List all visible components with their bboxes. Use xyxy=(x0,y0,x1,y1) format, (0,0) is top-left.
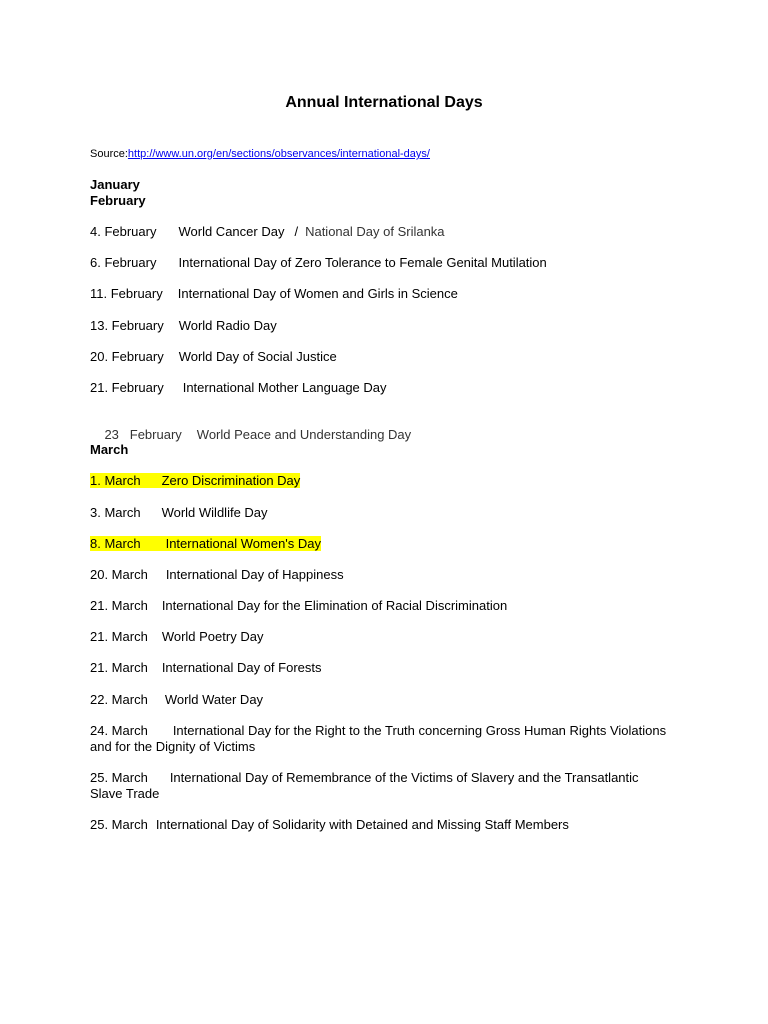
list-item xyxy=(90,660,322,676)
entry-text: World Day of Social Justice xyxy=(178,349,337,364)
list-item xyxy=(90,255,547,271)
list-item xyxy=(90,411,411,459)
entry-text: International Day of Zero Tolerance to Female Genital Mutilation xyxy=(178,255,547,270)
list-item xyxy=(90,723,690,755)
entry-text: International Day for the Right to the Truth concerning Gross Human Rights Violations and for the Dignity of Victims xyxy=(90,723,667,754)
entry-date: 20. February xyxy=(90,349,164,364)
list-item xyxy=(90,770,660,802)
list-item xyxy=(90,349,337,365)
entry-text: International Day for the Elimination of Racial Discrimination xyxy=(161,598,508,613)
entry-text: International Women's Day xyxy=(165,536,322,551)
entry-date: 24. March xyxy=(90,723,148,738)
entry-date: 3. March xyxy=(90,505,141,520)
entry-text: World Poetry Day xyxy=(161,629,264,644)
entry-date: 8. March xyxy=(90,536,141,551)
entry-date: 22. March xyxy=(90,692,148,707)
highlighted-entry xyxy=(90,473,300,488)
source-label: Source: xyxy=(90,148,128,160)
entry-extra-text: National Day of Srilanka xyxy=(305,224,445,239)
source-line xyxy=(90,148,430,160)
entry-date: 21. March xyxy=(90,660,148,675)
entry-text: International Mother Language Day xyxy=(182,380,387,395)
list-item xyxy=(90,567,344,583)
entry-date: 21. March xyxy=(90,598,148,613)
entry-text: World Radio Day xyxy=(178,318,277,333)
page-title: Annual International Days xyxy=(285,94,483,111)
list-item xyxy=(90,224,445,240)
entry-date: 21. February xyxy=(90,380,164,395)
entry-date: 25. March xyxy=(90,817,148,832)
list-item xyxy=(90,598,507,614)
highlighted-entry xyxy=(90,536,321,551)
month-heading-january: January xyxy=(90,177,140,192)
entry-date: 11. February xyxy=(90,286,163,301)
entry-date: 20. March xyxy=(90,567,148,582)
entry-text: International Day of Solidarity with Detained and Missing Staff Members xyxy=(155,817,569,832)
source-link[interactable]: http://www.un.org/en/sections/observances/international-days/ xyxy=(127,148,430,160)
list-item xyxy=(90,286,458,302)
entry-text: International Day of Women and Girls in Science xyxy=(177,286,458,301)
month-heading-february: February xyxy=(90,193,146,208)
list-item xyxy=(90,380,387,396)
entry-text: World Cancer Day xyxy=(178,224,285,239)
entry-date: 25. March xyxy=(90,770,148,785)
entry-text: World Water Day xyxy=(164,692,264,707)
list-item xyxy=(90,473,300,489)
list-item xyxy=(90,629,263,645)
list-item xyxy=(90,536,321,552)
entry-text: Zero Discrimination Day xyxy=(161,473,301,488)
list-item xyxy=(90,817,569,833)
list-item xyxy=(90,505,268,521)
entry-text: World Peace and Understanding Day xyxy=(196,427,412,442)
entry-text: International Day of Forests xyxy=(161,660,322,675)
entry-separator: / xyxy=(294,224,299,239)
entry-date: 23 February xyxy=(104,427,182,442)
entry-text: International Day of Happiness xyxy=(165,567,344,582)
entry-date: 13. February xyxy=(90,318,164,333)
month-heading-march: March xyxy=(90,442,129,457)
entry-date: 4. February xyxy=(90,224,157,239)
entry-text: World Wildlife Day xyxy=(161,505,268,520)
list-item xyxy=(90,692,263,708)
entry-date: 1. March xyxy=(90,473,141,488)
entry-text: International Day of Remembrance of the Victims of Slavery and the Transatlantic Slave Trade xyxy=(90,770,639,801)
list-item xyxy=(90,318,277,334)
entry-date: 6. February xyxy=(90,255,157,270)
entry-date: 21. March xyxy=(90,629,148,644)
